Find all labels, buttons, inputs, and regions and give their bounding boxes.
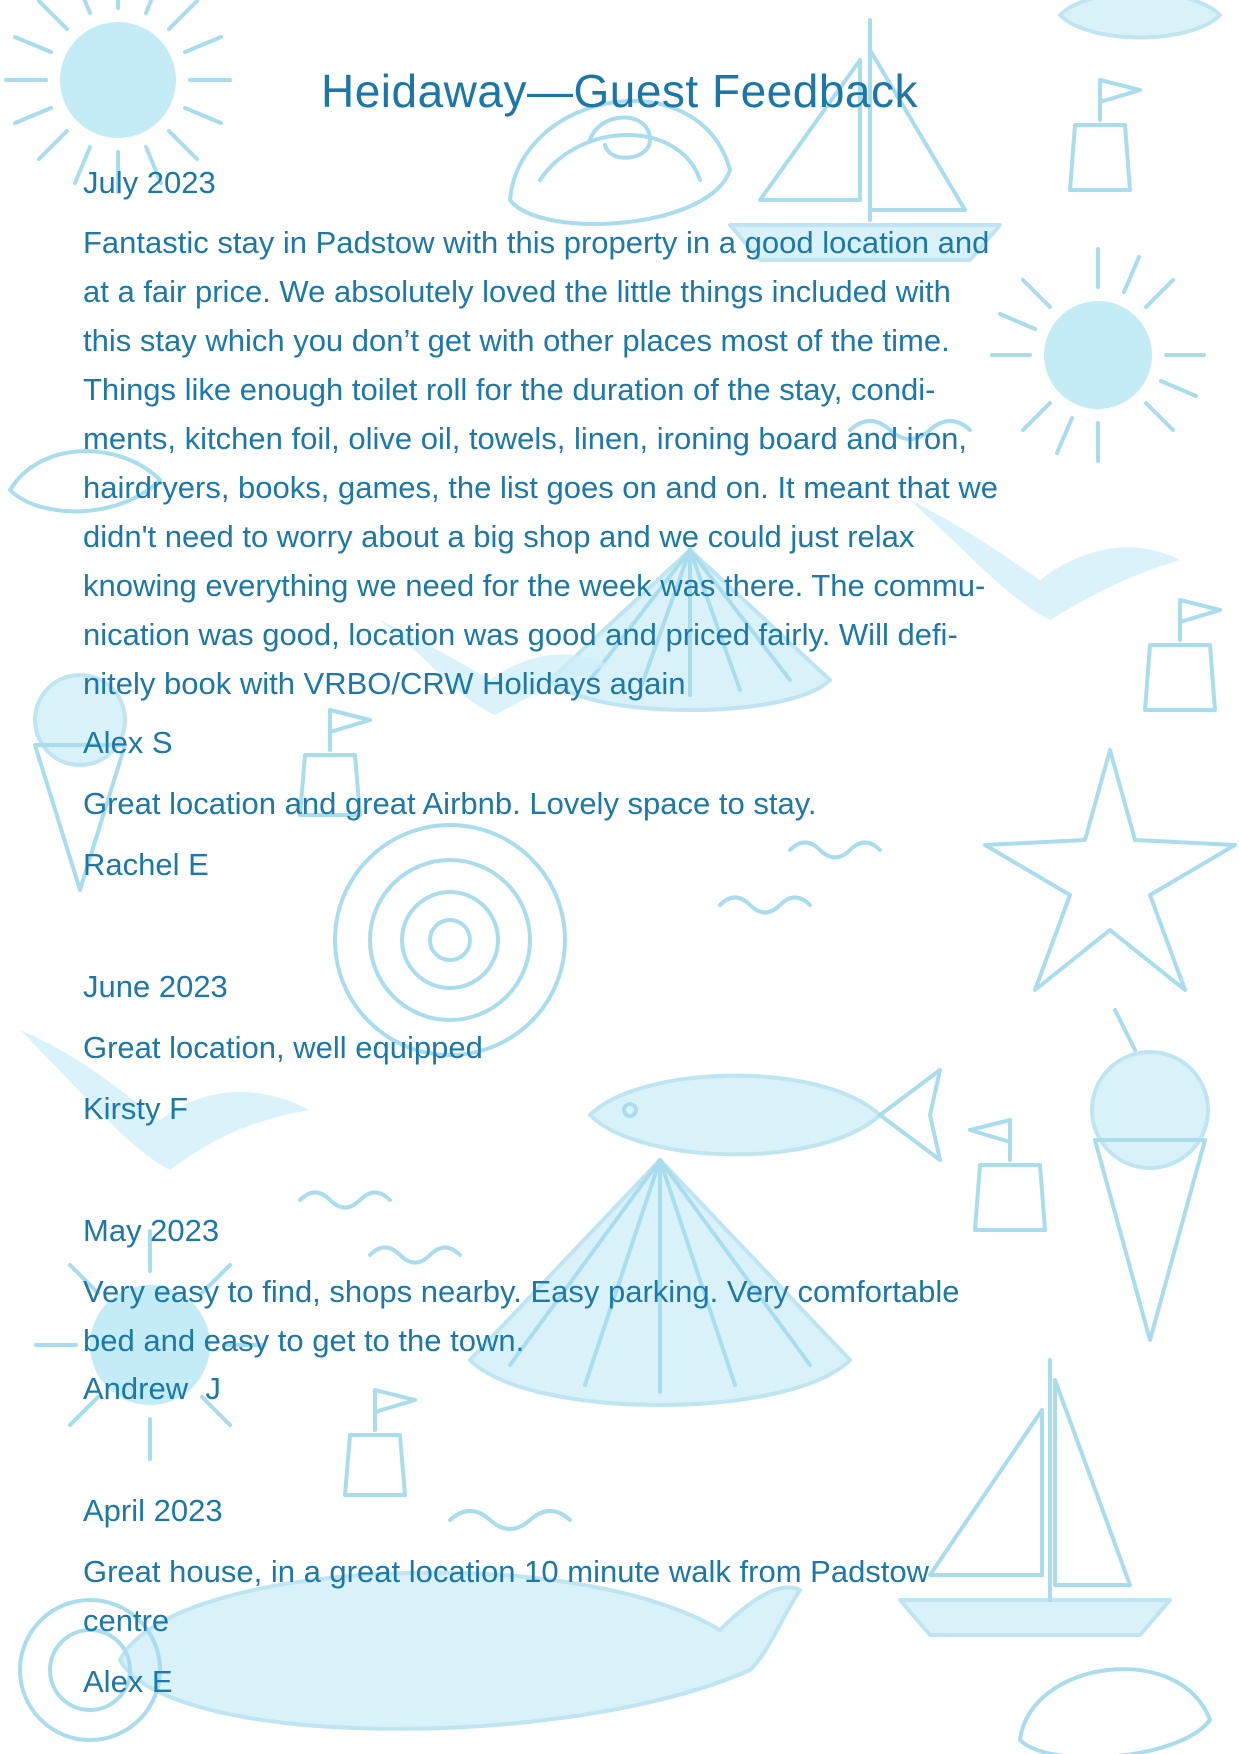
- review-text-line: Fantastic stay in Padstow with this property in a good location and: [83, 225, 990, 260]
- review-text-line: centre: [83, 1603, 170, 1638]
- review-author: Alex S: [83, 725, 173, 760]
- review-text-line: Great location, well equipped: [83, 1030, 483, 1065]
- review-text-line: this stay which you don’t get with other places most of the time.: [83, 323, 950, 358]
- review-text-line: didn't need to worry about a big shop and we could just relax: [83, 519, 915, 554]
- page-title: Heidaway—Guest Feedback: [320, 65, 918, 117]
- month-heading: April 2023: [83, 1493, 223, 1528]
- review-text-line: Things like enough toilet roll for the duration of the stay, condi-: [83, 372, 936, 407]
- review-text-line: Very easy to find, shops nearby. Easy parking. Very comfortable: [83, 1274, 960, 1309]
- review-text-line: ments, kitchen foil, olive oil, towels, linen, ironing board and iron,: [83, 421, 967, 456]
- review-text-line: bed and easy to get to the town.: [83, 1323, 525, 1358]
- month-heading: May 2023: [83, 1213, 220, 1248]
- review-text-line: nitely book with VRBO/CRW Holidays again: [83, 666, 686, 701]
- review-text-line: nication was good, location was good and priced fairly. Will defi-: [83, 617, 958, 652]
- review-text-line: hairdryers, books, games, the list goes on and on. It meant that we: [83, 470, 998, 505]
- review-author: Kirsty F: [83, 1091, 189, 1126]
- review-author: Andrew J: [83, 1371, 221, 1406]
- review-text-line: Great location and great Airbnb. Lovely space to stay.: [83, 786, 817, 821]
- month-heading: July 2023: [83, 165, 216, 200]
- review-text-line: at a fair price. We absolutely loved the little things included with: [83, 274, 951, 309]
- month-heading: June 2023: [83, 969, 228, 1004]
- review-author: Alex E: [83, 1664, 173, 1699]
- review-author: Rachel E: [83, 847, 209, 882]
- review-text-line: Great house, in a great location 10 minute walk from Padstow: [83, 1554, 930, 1589]
- review-text-line: knowing everything we need for the week was there. The commu-: [83, 568, 986, 603]
